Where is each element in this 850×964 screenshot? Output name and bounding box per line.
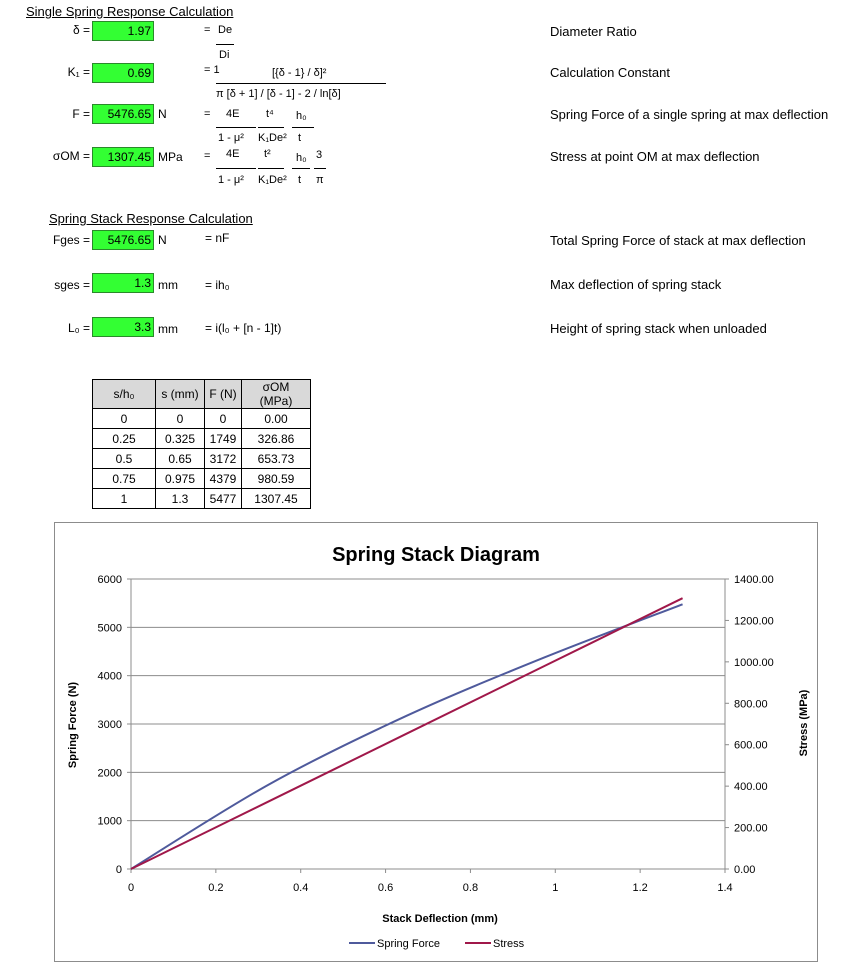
table-header-cell: s (mm) bbox=[156, 380, 205, 409]
table-cell[interactable]: 1 bbox=[93, 489, 156, 509]
y2-axis-title: Stress (MPa) bbox=[798, 689, 810, 757]
delta-formula-num: De bbox=[218, 24, 233, 36]
table-header-row bbox=[93, 380, 311, 409]
x-tick-label: 0.4 bbox=[293, 882, 309, 894]
f-description: Spring Force of a single spring at max deflection bbox=[550, 107, 829, 122]
x-tick-label: 1 bbox=[552, 882, 559, 894]
table-cell[interactable]: 0 bbox=[93, 409, 156, 429]
l0-description: Height of spring stack when unloaded bbox=[550, 321, 767, 336]
table-row bbox=[93, 429, 311, 449]
k1-formula-den: π [δ + 1] / [δ - 1] - 2 / ln[δ] bbox=[216, 88, 341, 100]
k1-description: Calculation Constant bbox=[550, 65, 670, 80]
delta-fraction-bar bbox=[216, 44, 234, 45]
x-axis-title: Stack Deflection (mm) bbox=[382, 913, 498, 925]
y2-tick-label: 400.00 bbox=[734, 781, 768, 794]
chart-legend bbox=[349, 938, 525, 950]
sges-label: sges = bbox=[54, 278, 90, 292]
f-formula-n3: h₀ bbox=[296, 110, 307, 122]
delta-formula-eq: = bbox=[204, 24, 211, 36]
k1-formula-eq: = 1 bbox=[204, 64, 220, 76]
f-fraction-bar-2 bbox=[258, 127, 284, 128]
som-fraction-bar-2 bbox=[258, 168, 284, 169]
table-cell[interactable]: 0.65 bbox=[156, 449, 205, 469]
som-formula-n3: h₀ bbox=[296, 152, 307, 164]
sges-formula: = ih₀ bbox=[205, 278, 230, 292]
chart-area[interactable] bbox=[54, 522, 818, 962]
f-formula-eq: = bbox=[204, 108, 211, 120]
y-tick-label: 2000 bbox=[97, 767, 122, 780]
l0-unit: mm bbox=[158, 322, 178, 336]
x-tick-label: 1.2 bbox=[632, 882, 648, 894]
som-formula-n4: 3 bbox=[316, 149, 323, 161]
som-label: σOM = bbox=[52, 149, 90, 163]
table-cell[interactable]: 0 bbox=[156, 409, 205, 429]
table-cell[interactable]: 3172 bbox=[205, 449, 242, 469]
table-header-cell: σOM (MPa) bbox=[242, 380, 311, 409]
som-value-cell[interactable]: 1307.45 bbox=[92, 147, 154, 167]
som-description: Stress at point OM at max deflection bbox=[550, 149, 760, 164]
chart-title: Spring Stack Diagram bbox=[332, 544, 540, 566]
x-tick-label: 0.8 bbox=[462, 882, 479, 894]
f-formula-n2: t⁴ bbox=[266, 108, 274, 120]
f-value-cell[interactable]: 5476.65 bbox=[92, 104, 154, 124]
y-tick-label: 6000 bbox=[97, 574, 122, 586]
som-formula-n1: 4E bbox=[226, 148, 240, 160]
som-fraction-bar-1 bbox=[216, 168, 256, 169]
f-formula-d3: t bbox=[298, 132, 302, 144]
table-cell[interactable]: 1.3 bbox=[156, 489, 205, 509]
k1-formula-num: [{δ - 1} / δ]² bbox=[272, 67, 327, 79]
table-cell[interactable]: 5477 bbox=[205, 489, 242, 509]
stack-section-title: Spring Stack Response Calculation bbox=[49, 211, 253, 226]
fges-unit: N bbox=[158, 233, 167, 247]
grid-layer bbox=[131, 579, 725, 821]
y-tick-label: 0 bbox=[115, 864, 122, 876]
table-cell[interactable]: 980.59 bbox=[242, 469, 311, 489]
k1-value-cell[interactable]: 0.69 bbox=[92, 63, 154, 83]
series-line-stress bbox=[131, 598, 683, 869]
x-tick-label: 0 bbox=[127, 882, 135, 894]
f-fraction-bar-1 bbox=[216, 127, 256, 128]
table-header-cell: s/h₀ bbox=[93, 380, 156, 409]
fges-formula: = nF bbox=[205, 231, 230, 245]
x-tick-label: 0.6 bbox=[377, 882, 394, 894]
sges-value-cell[interactable]: 1.3 bbox=[92, 273, 154, 293]
legend-label-spring-force: Spring Force bbox=[377, 938, 440, 950]
fges-description: Total Spring Force of stack at max deflection bbox=[550, 233, 806, 248]
sges-unit: mm bbox=[158, 278, 178, 292]
y2-tick-label: 1400.00 bbox=[734, 574, 774, 586]
table-cell[interactable]: 0.5 bbox=[93, 449, 156, 469]
y-tick-label: 1000 bbox=[97, 815, 122, 828]
x-tick-label: 1.4 bbox=[717, 882, 733, 894]
delta-label: δ = bbox=[72, 23, 90, 37]
deflection-table bbox=[92, 379, 311, 509]
table-cell[interactable]: 0.00 bbox=[242, 409, 311, 429]
table-cell[interactable]: 326.86 bbox=[242, 429, 311, 449]
x-tick-label: 0.2 bbox=[208, 882, 224, 894]
table-cell[interactable]: 0.975 bbox=[156, 469, 205, 489]
table-cell[interactable]: 0.25 bbox=[93, 429, 156, 449]
som-formula-eq: = bbox=[204, 150, 211, 162]
table-row bbox=[93, 409, 311, 429]
table-cell[interactable]: 653.73 bbox=[242, 449, 311, 469]
y2-tick-label: 1200.00 bbox=[734, 615, 774, 628]
som-formula-d1: 1 - μ² bbox=[218, 174, 244, 186]
y2-tick-label: 0.00 bbox=[734, 864, 756, 876]
som-fraction-bar-3 bbox=[292, 168, 310, 169]
som-fraction-bar-4 bbox=[314, 168, 326, 169]
y2-tick-label: 600.00 bbox=[734, 739, 768, 752]
sges-description: Max deflection of spring stack bbox=[550, 277, 722, 292]
f-formula-n1: 4E bbox=[226, 108, 240, 120]
y-tick-label: 5000 bbox=[97, 622, 122, 635]
spring-stack-chart bbox=[55, 523, 817, 961]
delta-value-cell[interactable]: 1.97 bbox=[92, 21, 154, 41]
y-tick-label: 3000 bbox=[97, 719, 122, 731]
table-cell[interactable]: 4379 bbox=[205, 469, 242, 489]
y-axis-title: Spring Force (N) bbox=[67, 681, 79, 769]
l0-formula: = i(l₀ + [n - 1]t) bbox=[205, 321, 282, 335]
legend-label-stress: Stress bbox=[493, 938, 525, 950]
f-fraction-bar-3 bbox=[292, 127, 314, 128]
table-row bbox=[93, 489, 311, 509]
table-header-cell: F (N) bbox=[205, 380, 242, 409]
delta-formula-den: Di bbox=[219, 49, 230, 61]
table-row bbox=[93, 449, 311, 469]
y2-tick-label: 1000.00 bbox=[734, 656, 774, 669]
fges-label: Fges = bbox=[52, 233, 90, 247]
f-formula-d1: 1 - μ² bbox=[218, 132, 244, 144]
delta-description: Diameter Ratio bbox=[550, 24, 637, 39]
som-formula-n2: t² bbox=[264, 148, 271, 160]
axis-layer bbox=[98, 574, 774, 894]
f-label: F = bbox=[72, 107, 90, 121]
series-layer bbox=[131, 598, 683, 869]
single-section-title: Single Spring Response Calculation bbox=[26, 4, 234, 19]
som-formula-d4: π bbox=[316, 174, 324, 186]
table-row bbox=[93, 469, 311, 489]
y-tick-label: 4000 bbox=[97, 670, 122, 683]
f-formula-d2: K₁De² bbox=[258, 132, 287, 144]
l0-label: L₀ = bbox=[68, 321, 90, 335]
k1-fraction-bar bbox=[216, 83, 386, 84]
som-formula-d3: t bbox=[298, 174, 302, 186]
y2-tick-label: 200.00 bbox=[734, 822, 768, 835]
table-cell[interactable]: 1749 bbox=[205, 429, 242, 449]
l0-value-cell[interactable]: 3.3 bbox=[92, 317, 154, 337]
som-unit: MPa bbox=[158, 150, 183, 164]
f-unit: N bbox=[158, 107, 167, 121]
table-cell[interactable]: 0 bbox=[205, 409, 242, 429]
som-formula-d2: K₁De² bbox=[258, 174, 287, 186]
y2-tick-label: 800.00 bbox=[734, 698, 768, 711]
table-cell[interactable]: 0.75 bbox=[93, 469, 156, 489]
k1-label: K₁ = bbox=[67, 65, 90, 79]
fges-value-cell[interactable]: 5476.65 bbox=[92, 230, 154, 250]
table-cell[interactable]: 0.325 bbox=[156, 429, 205, 449]
table-cell[interactable]: 1307.45 bbox=[242, 489, 311, 509]
